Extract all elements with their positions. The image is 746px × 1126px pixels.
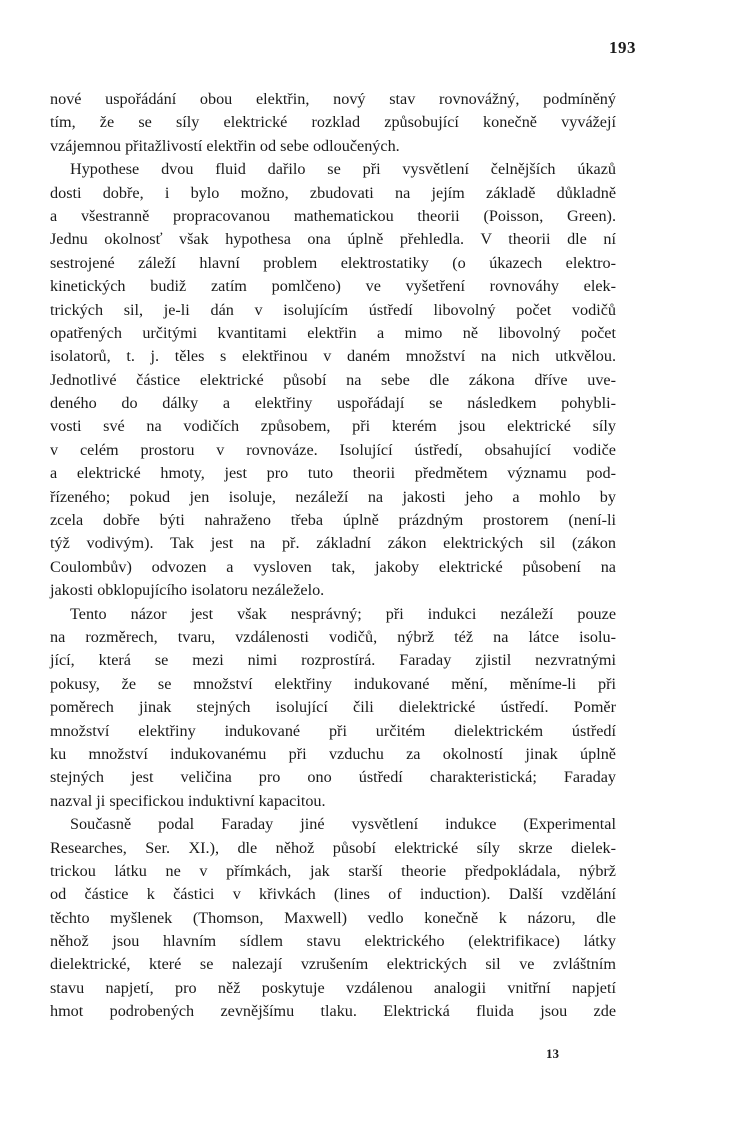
text-line: trickou látku ne v přímkách, jak starší theorie předpokládala, nýbrž: [50, 861, 616, 880]
text-line: pokusy, že se množství elektřiny indukované mění, měníme-li při: [50, 674, 616, 693]
text-line: od částice k částici v křivkách (lines of induction). Další vzdělání: [50, 885, 616, 904]
text-line: sestrojené záleží hlavní problem elektrostatiky (o úkazech elektro-: [50, 253, 616, 272]
text-line: Jednotlivé částice elektrické působí na sebe dle zákona dříve uve-: [50, 370, 616, 389]
text-line: deného do dálky a elektřiny uspořádají se následkem pohybli-: [50, 394, 616, 413]
text-line: nové uspořádání obou elektřin, nový stav rovnovážný, podmíněný: [50, 90, 616, 108]
text-line: hmot podrobených zevnějšímu tlaku. Elektrická fluida jsou zde: [50, 1002, 616, 1021]
text-line: stavu napjetí, pro něž poskytuje vzdálenou analogii vnitřní napjetí: [50, 978, 616, 997]
text-line: poměrech jinak stejných isolující čili dielektrické ústředí. Poměr: [50, 698, 616, 717]
text-line: jící, která se mezi nimi rozprostírá. Faraday zjistil nezvratnými: [50, 651, 616, 670]
text-line: v celém prostoru v rovnováze. Isolující ústředí, obsahující vodiče: [50, 440, 616, 459]
text-line: jakosti obklopujícího isolatoru nezáleželo.: [50, 581, 325, 600]
text-line: množství elektřiny indukované při určitém dielektrickém ústředí: [50, 721, 616, 740]
text-line: kinetických budiž zatím pomlčeno) ve vyšetření rovnováhy elek-: [50, 277, 616, 296]
text-line: Tento názor jest však nesprávný; při indukci nezáleží pouze: [70, 604, 616, 623]
text-line: isolatorů, t. j. těles s elektřinou v daném množství na nich utkvělou.: [50, 347, 616, 366]
text-line: stejných jest veličina pro ono ústředí charakteristická; Faraday: [50, 768, 616, 787]
text-line: ku množství indukovanému při vzduchu za okolností jinak úplně: [50, 744, 616, 763]
text-line: trických sil, je-li dán v isolujícím ústředí libovolný počet vodičů: [50, 300, 616, 319]
text-line: zcela dobře býti nahraženo třeba úplně prázdným prostorem (není-li: [50, 511, 616, 530]
text-line: tím, že se síly elektrické rozklad způsobující konečně vyvážejí: [50, 113, 616, 132]
page-number: 193: [609, 38, 636, 57]
text-line: a všestranně propracovanou mathematickou theorii (Poisson, Green).: [50, 206, 616, 225]
text-line: Coulombův) odvozen a vysloven tak, jakoby elektrické působení na: [50, 557, 616, 576]
text-line: vzájemnou přitažlivostí elektřin od sebe odloučených.: [50, 136, 400, 155]
text-line: Hypothese dvou fluid dařilo se při vysvětlení čelnějších úkazů: [70, 160, 616, 179]
text-line: těchto myšlenek (Thomson, Maxwell) vedlo konečně k názoru, dle: [50, 908, 616, 927]
text-line: něhož jsou hlavním sídlem stavu elektrického (elektrifikace) látky: [50, 932, 616, 951]
text-line: týž vodivým). Tak jest na př. základní zákon elektrických sil (zákon: [50, 534, 616, 553]
text-line: a elektrické hmoty, jest pro tuto theorii předmětem významu pod-: [50, 464, 616, 483]
text-line: na rozměrech, tvaru, vzdálenosti vodičů, nýbrž též na látce isolu-: [50, 627, 616, 646]
text-line: opatřených určitými kvantitami elektřin a mimo ně libovolný počet: [50, 323, 616, 342]
text-line: Researches, Ser. XI.), dle něhož působí elektrické síly skrze dielek-: [50, 838, 616, 857]
text-line: řízeného; pokud jen isoluje, nezáleží na jakosti jeho a mohlo by: [50, 487, 616, 506]
body-text: [50, 88, 616, 1024]
signature-mark: 13: [546, 1046, 559, 1061]
text-line: nazval ji specifickou induktivní kapacitou.: [50, 791, 326, 810]
text-line: vosti své na vodičích způsobem, při kterém jsou elektrické síly: [50, 417, 616, 436]
text-line: Jednu okolnosť však hypothesa ona úplně přehledla. V theorii dle ní: [50, 230, 616, 249]
text-line: dielektrické, které se nalezají vzrušením elektrických sil ve zvláštním: [50, 955, 616, 974]
text-line: dosti dobře, i bylo možno, zbudovati na jejím základě důkladně: [50, 183, 616, 202]
text-line: Současně podal Faraday jiné vysvětlení indukce (Experimental: [70, 815, 616, 834]
